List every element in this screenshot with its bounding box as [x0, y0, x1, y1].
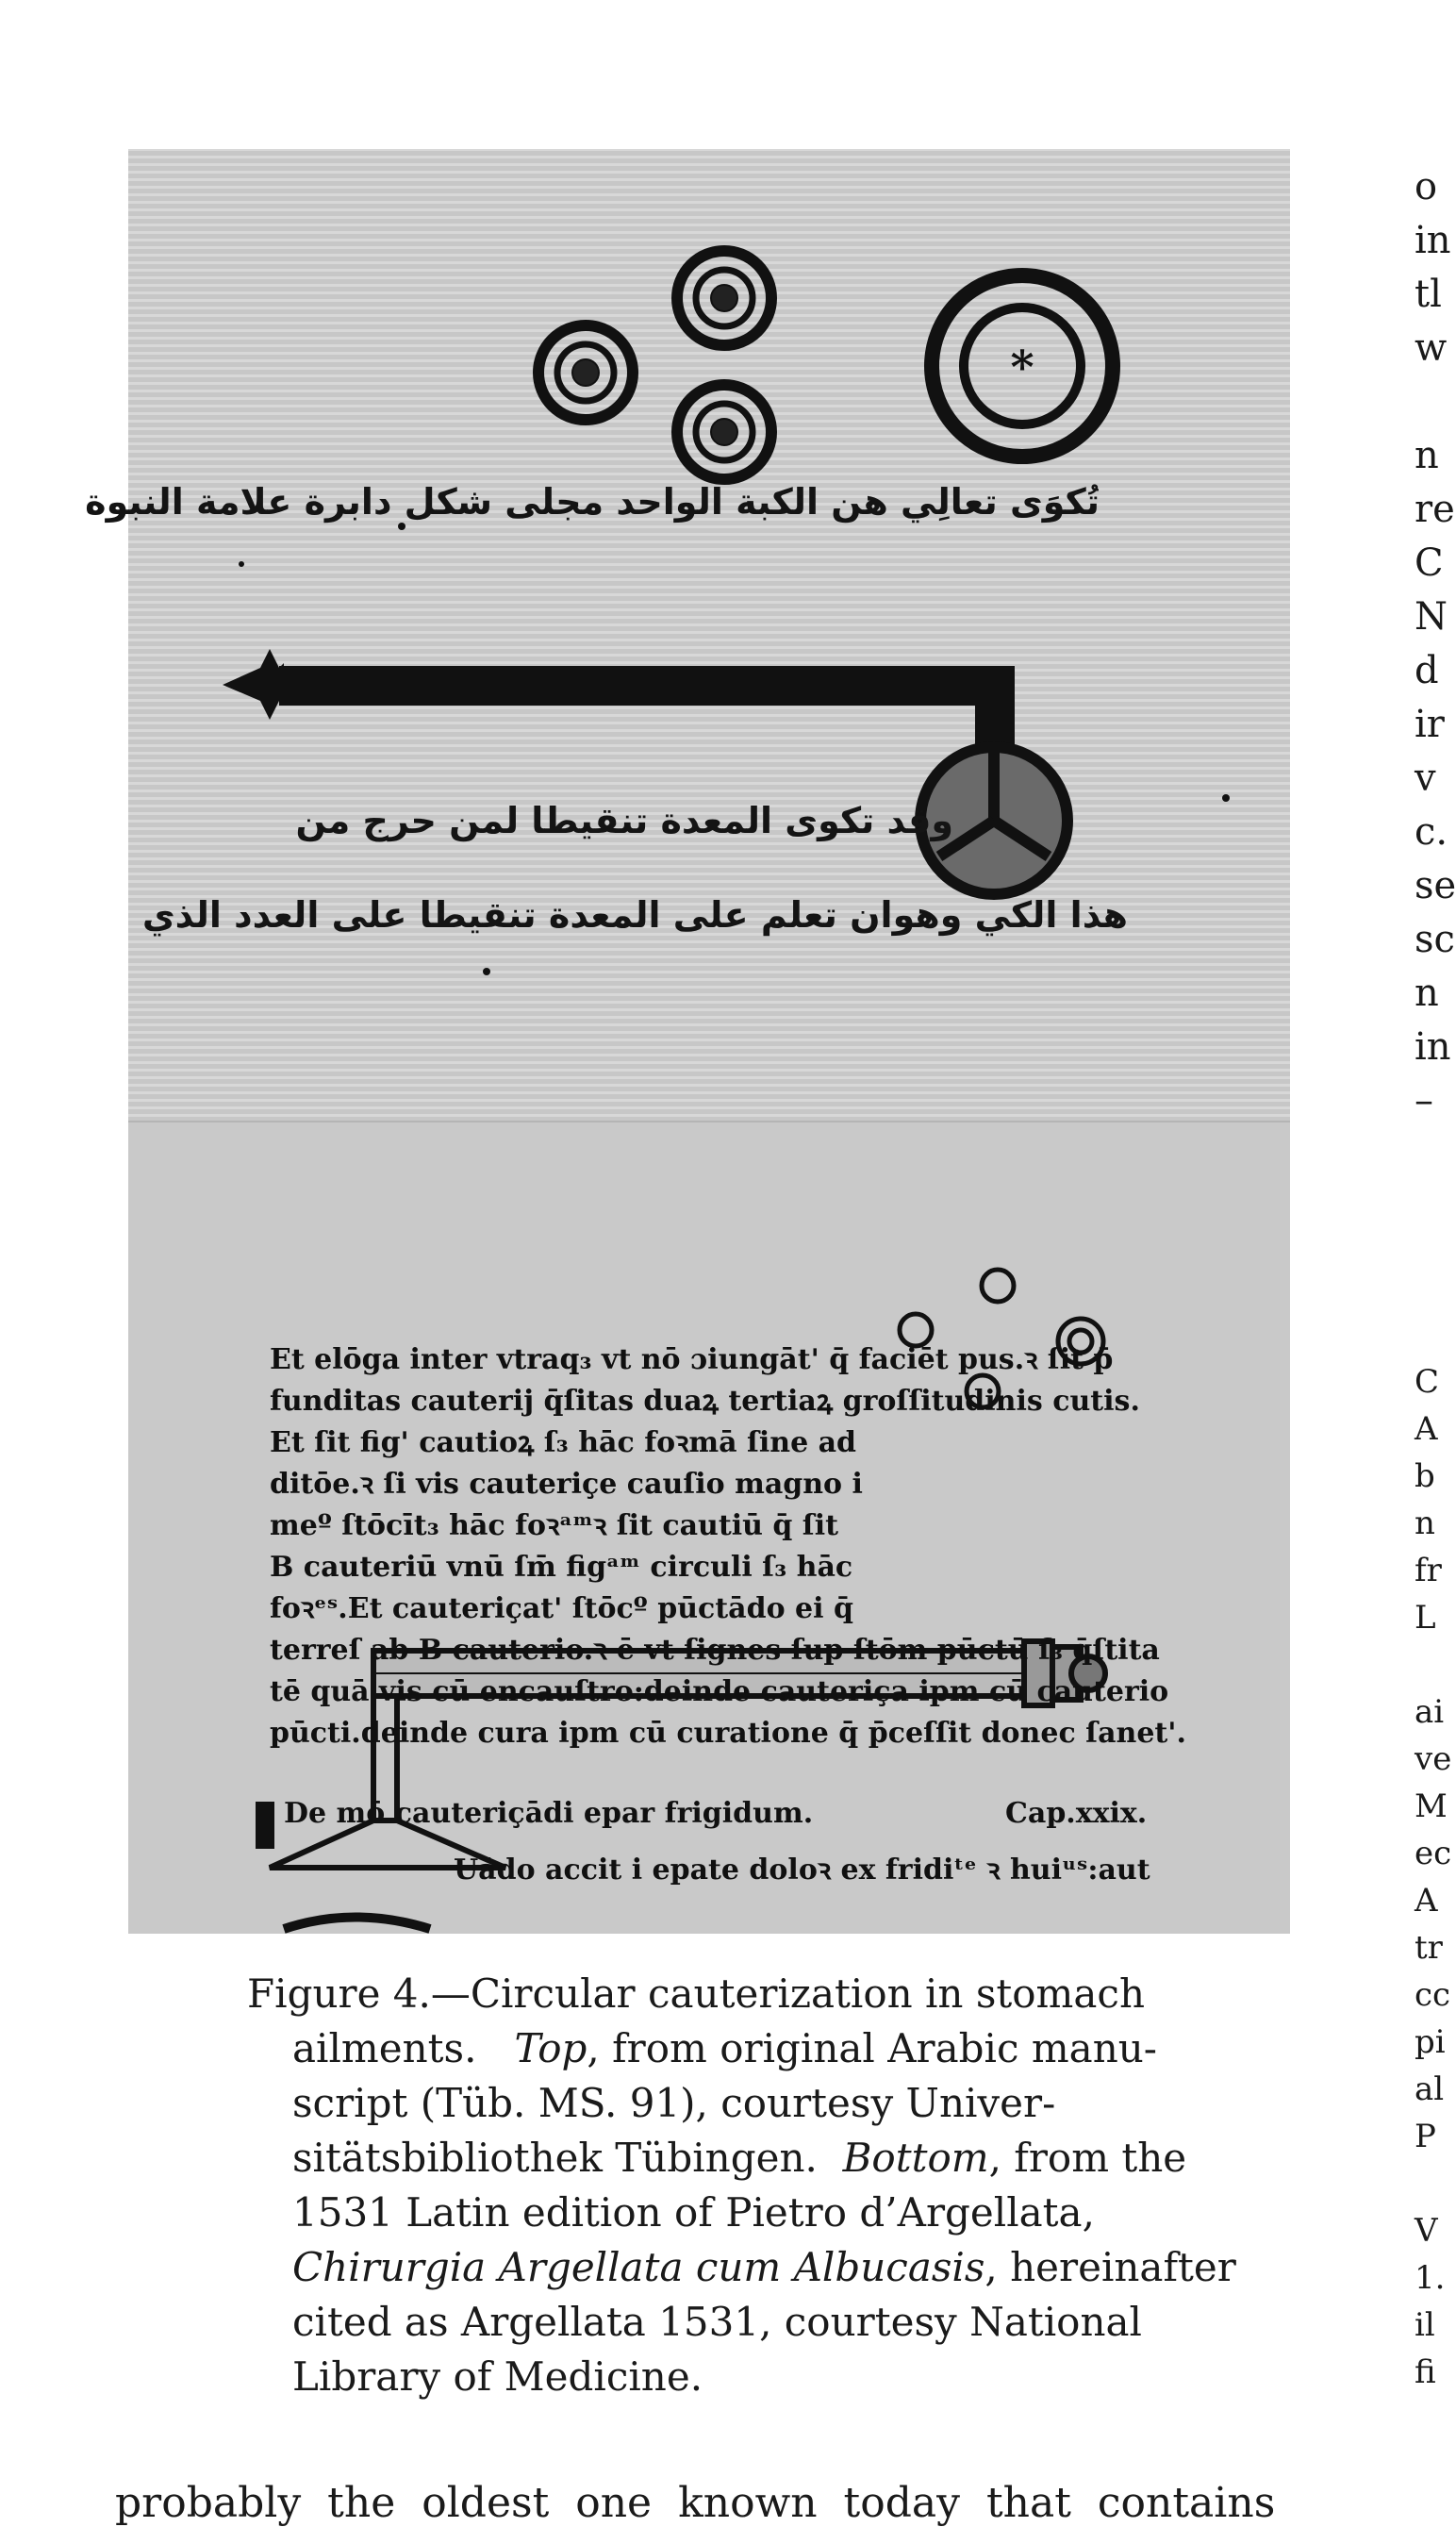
latin-line-8: terreſ ab B cauterio.ꝛ ē vt ſignes ſup ſtōm pūctū ſ₃ q̄ſtita: [270, 1634, 1160, 1667]
margin-fragment: o: [1415, 165, 1438, 208]
arabic-manuscript-drawing: [85, 149, 1290, 1121]
margin-fragment: [1415, 2160, 1434, 2207]
caption-from-the: from the: [1014, 2135, 1187, 2181]
small-cautery-circles: [538, 251, 771, 479]
margin-fragment: A: [1415, 1882, 1438, 1920]
caption-arabic-source: from original Arabic manu-: [612, 2025, 1157, 2071]
margin-fragment: 1.: [1415, 2259, 1446, 2297]
cautery-instrument-arabic: [223, 649, 1067, 894]
margin-fragment: ec: [1415, 1835, 1452, 1872]
latin-line-10: pūcti.deinde cura ipm cū curatione q̄ p̄ceſſit donec ſanet'.: [270, 1717, 1186, 1750]
margin-fragment: ir: [1415, 703, 1445, 746]
arabic-line-1: تُكوَى تعالِي هن الكبة الواحد مجلى شكل دابرة علامة النبوة: [85, 481, 1100, 523]
caption-line-2: ailments. Top, from original Arabic manu-: [292, 2025, 1157, 2071]
latin-line-2: funditas cauterij q̄ſitas duaꝝ tertiaꝝ groſſitudinis cutis.: [270, 1385, 1140, 1418]
latin-line-5: meº ſtōcīt₃ hāc foꝛᵃᵐꝛ ſit cautiū q̄ ſit: [270, 1509, 838, 1542]
caption-line-3: script (Tüb. MS. 91), courtesy Univer-: [292, 2080, 1056, 2126]
margin-fragment: n: [1415, 972, 1439, 1015]
margin-fragment: tr: [1415, 1929, 1443, 1967]
margin-fragment: pi: [1415, 2023, 1446, 2061]
latin-line-6: B cauteriū vnū ſm̄ figᵃᵐ circuli ſ₃ hāc: [270, 1551, 853, 1584]
margin-fragment: P: [1415, 2118, 1436, 2155]
latin-chapter-heading: De mō cauteriçādi epar frigidum.: [284, 1797, 814, 1830]
margin-fragment: A: [1415, 1410, 1438, 1448]
margin-fragment: w: [1415, 326, 1448, 370]
caption-line-7: cited as Argellata 1531, courtesy National: [292, 2299, 1142, 2345]
latin-text-block: [270, 1339, 1186, 1754]
latin-chapter-number: Cap.xxix.: [1005, 1797, 1148, 1830]
margin-fragment: re: [1415, 488, 1455, 531]
caption-library: sitätsbibliothek Tübingen.: [292, 2135, 818, 2181]
margin-fragment: tl: [1415, 273, 1442, 316]
margin-fragment: v: [1415, 756, 1436, 800]
caption-line-1: Figure 4.—Circular cauterization in stomach: [247, 1970, 1145, 2017]
latin-line-7: foꝛᵉˢ.Et cauteriçat' ſtōcº pūctādo ei q̄: [270, 1592, 853, 1625]
margin-fragment: in: [1415, 1025, 1451, 1069]
margin-fragment: sc: [1415, 918, 1455, 961]
arabic-line-2: وقد تكوى المعدة تنقيطا لمن حرج من: [295, 800, 953, 841]
caption-hereinafter: , hereinafter: [984, 2244, 1236, 2290]
margin-fragment: ve: [1415, 1740, 1452, 1778]
latin-printed-panel: [128, 1121, 1290, 1934]
margin-fragment: ai: [1415, 1693, 1445, 1731]
margin-fragment: in: [1415, 219, 1451, 262]
figure-plate: [85, 149, 1290, 1932]
margin-fragment: al: [1415, 2070, 1445, 2108]
margin-fragment: d: [1415, 649, 1439, 692]
margin-fragment: n: [1415, 434, 1439, 477]
caption-line-6: [247, 2240, 1236, 2295]
large-cautery-circle: [932, 275, 1113, 457]
margin-fragment: [1415, 375, 1434, 429]
caption-ailments: ailments.: [292, 2025, 477, 2071]
margin-column-lower: [1415, 1358, 1452, 2396]
caption-bottom-word: Bottom: [842, 2135, 989, 2181]
latin-last-line: Uādo accit i epate doloꝛ ex fridiᵗᵉ ꝛ huiᵘˢ:aut: [454, 1854, 1150, 1887]
margin-fragment: C: [1415, 541, 1444, 585]
margin-fragment: L: [1415, 1599, 1436, 1637]
margin-fragment: [1415, 1641, 1434, 1688]
margin-fragment: c.: [1415, 810, 1448, 854]
caption-book-title: Chirurgia Argellata cum Albucasis: [292, 2244, 985, 2290]
margin-column-upper: [1415, 160, 1456, 1128]
margin-fragment: M: [1415, 1787, 1448, 1825]
margin-fragment: se: [1415, 864, 1456, 907]
caption-line-4: sitätsbibliothek Tübingen. Bottom, from the: [292, 2135, 1187, 2181]
arabic-manuscript-panel: [85, 149, 1290, 1121]
caption-line-8: Library of Medicine.: [292, 2353, 703, 2400]
margin-fragment: b: [1415, 1457, 1435, 1495]
latin-line-3: Et ſit fig' cautioꝝ ſ₃ hāc foꝛmā ſine ad: [270, 1426, 857, 1459]
caption-top-word: Top: [514, 2025, 587, 2071]
margin-fragment: fi: [1415, 2353, 1436, 2391]
margin-fragment: –: [1415, 1079, 1433, 1122]
margin-fragment: C: [1415, 1363, 1440, 1401]
figure-caption: [247, 1967, 1236, 2404]
svg-text:*: *: [1010, 341, 1034, 394]
body-text-bottom: probably the oldest one known today that contains: [115, 2479, 1276, 2527]
margin-fragment: cc: [1415, 1976, 1451, 2014]
latin-line-9: tē quā vis cū encauſtro:deinde cauteriça ipm cū cauterio: [270, 1675, 1169, 1708]
latin-line-1: Et elōga inter vtraq₃ vt nō ɔiungāt' q̄ faciēt pus.ꝛ ſit p̄: [270, 1343, 1114, 1376]
margin-fragment: n: [1415, 1505, 1435, 1542]
latin-line-4: ditōe.ꝛ ſi vis cauteriçe cauſio magno i: [270, 1468, 863, 1501]
margin-fragment: V: [1415, 2212, 1438, 2250]
caption-line-5: 1531 Latin edition of Pietro d’Argellata,: [292, 2189, 1095, 2236]
margin-fragment: fr: [1415, 1552, 1442, 1589]
margin-fragment: N: [1415, 595, 1448, 639]
arabic-line-3: هذا الكي وهوان تعلم على المعدة تنقيطا على العدد الذي: [141, 894, 1128, 936]
margin-fragment: il: [1415, 2306, 1435, 2344]
